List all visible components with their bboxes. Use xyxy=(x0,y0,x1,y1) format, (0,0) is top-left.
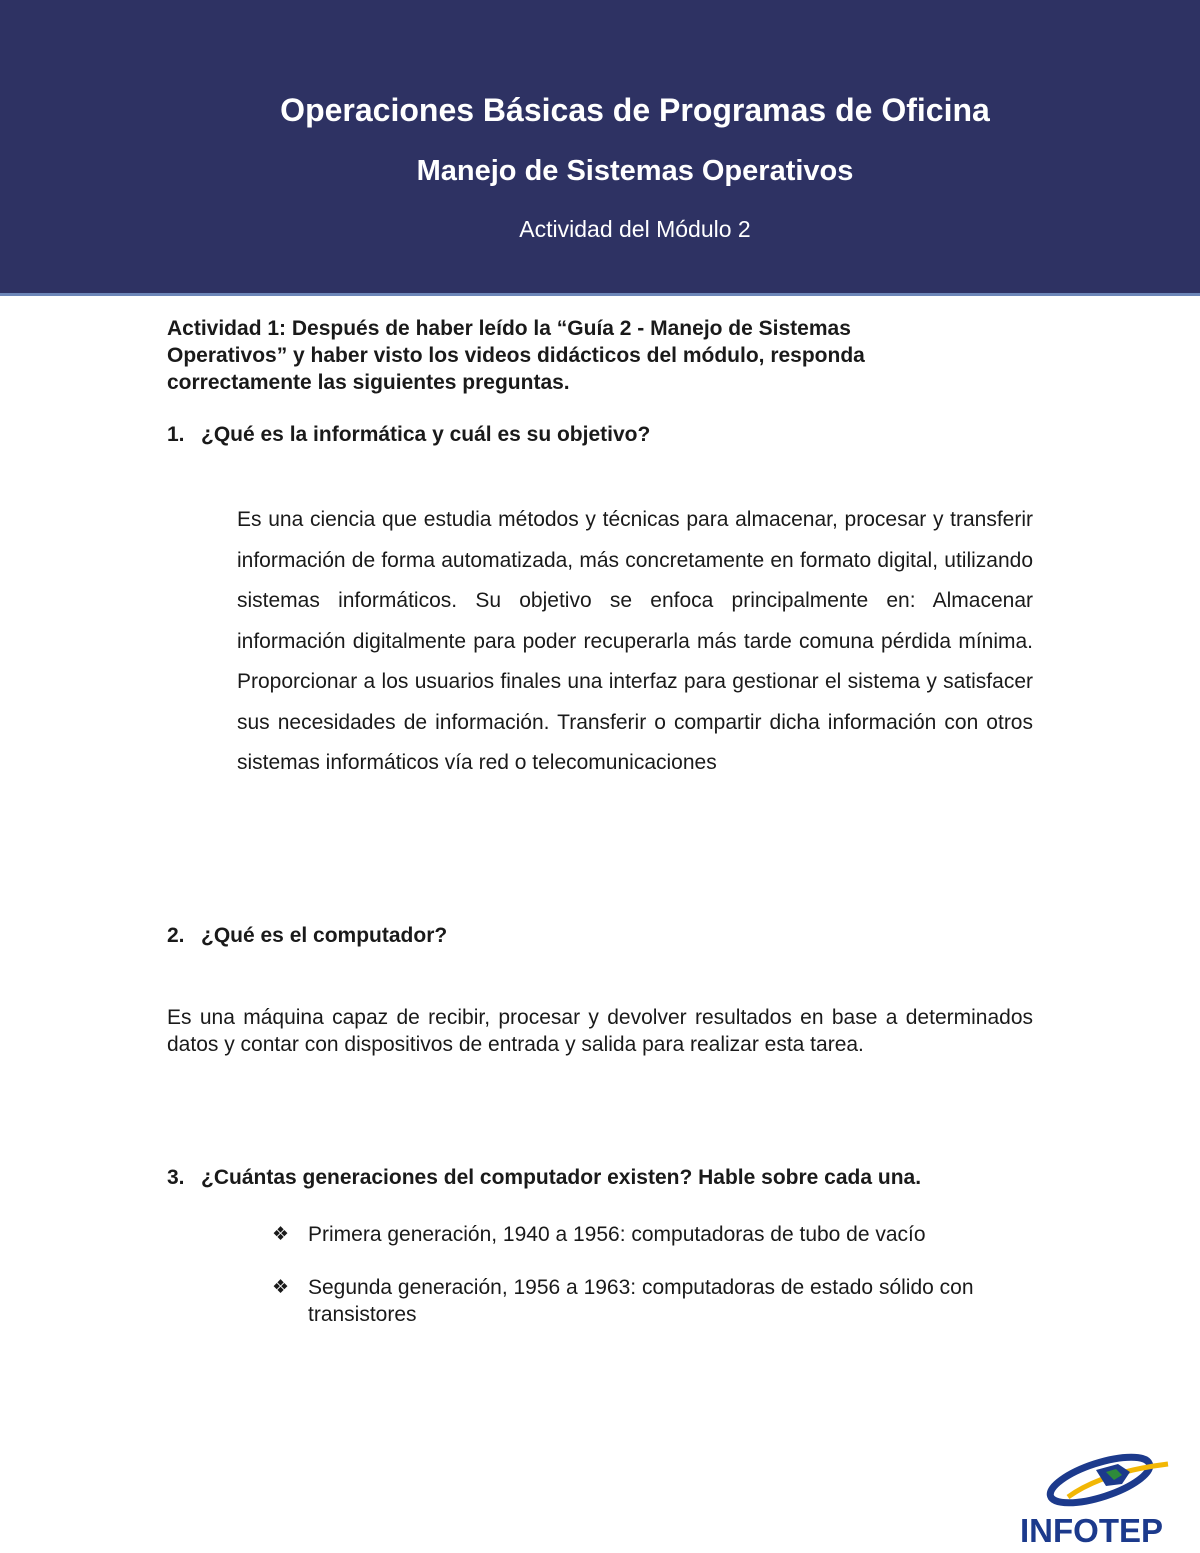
activity-instructions: Actividad 1: Después de haber leído la “Guía 2 - Manejo de Sistemas Operativos” y haber visto los videos didácticos del módulo, responda correctamente las siguientes preguntas. xyxy=(167,317,865,394)
list-item-text: Segunda generación, 1956 a 1963: computadoras de estado sólido con transistores xyxy=(308,1276,974,1326)
question-3 xyxy=(167,1166,921,1190)
diamond-bullet-icon: ❖ xyxy=(272,1277,290,1298)
header-banner xyxy=(0,0,1200,296)
diamond-bullet-icon: ❖ xyxy=(272,1224,290,1245)
document-subtitle: Manejo de Sistemas Operativos xyxy=(416,155,854,187)
document-title: Operaciones Básicas de Programas de Oficina xyxy=(280,92,990,128)
logo-wordmark: INFOTEP xyxy=(1020,1512,1164,1549)
question-number: 2. xyxy=(167,924,185,947)
question-text: ¿Cuántas generaciones del computador existen? Hable sobre cada una. xyxy=(201,1166,922,1189)
generations-list xyxy=(272,1221,1032,1354)
activity-label: Actividad del Módulo 2 xyxy=(519,216,751,242)
list-item-text: Primera generación, 1940 a 1956: computadoras de tubo de vacío xyxy=(308,1223,926,1246)
answer-1: Es una ciencia que estudia métodos y técnicas para almacenar, procesar y transferir información de forma automatizada, más concretamente en formato digital, utilizando sistemas informáticos. Su objetivo se enfoca principalmente en: Almacenar información digitalmente para poder recuperarla más tarde comuna pérdida mínima. Proporcionar a los usuarios finales una interfaz para gestionar el sistema y satisfacer sus necesidades de información. Transferir o compartir dicha información con otros sistemas informáticos vía red o telecomunicaciones xyxy=(237,508,1033,774)
question-text: ¿Qué es la informática y cuál es su objetivo? xyxy=(201,423,651,446)
question-1 xyxy=(167,423,650,447)
question-2 xyxy=(167,924,447,948)
list-item xyxy=(272,1274,1032,1328)
list-item xyxy=(272,1221,1032,1248)
answer-2: Es una máquina capaz de recibir, procesar y devolver resultados en base a determinados datos y contar con dispositivos de entrada y salida para realizar esta tarea. xyxy=(167,1006,1033,1056)
question-number: 1. xyxy=(167,423,185,446)
question-number: 3. xyxy=(167,1166,185,1189)
question-text: ¿Qué es el computador? xyxy=(201,924,448,947)
